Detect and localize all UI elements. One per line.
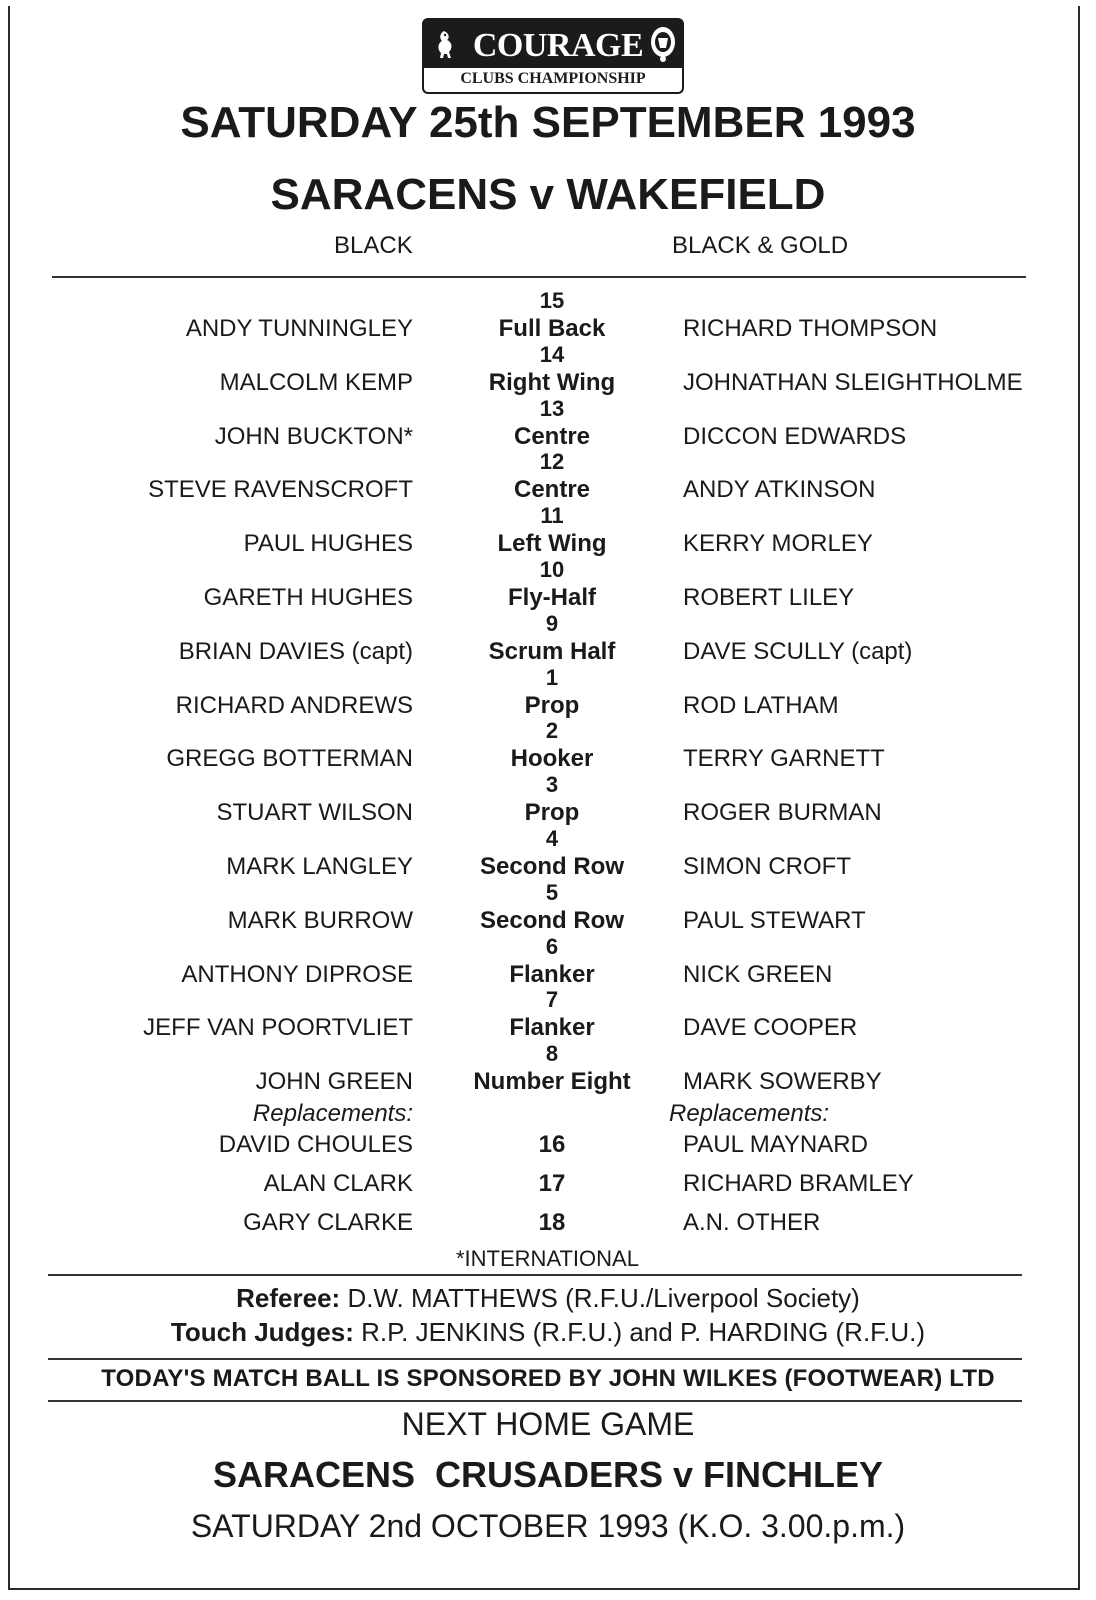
- home-replacement: DAVID CHOULES: [218, 1131, 413, 1158]
- away-player: MARK SOWERBY: [683, 1068, 882, 1095]
- home-player: JEFF VAN POORTVLIET: [143, 1014, 413, 1041]
- international-note: *INTERNATIONAL: [456, 1246, 639, 1271]
- touch-judges-line: [0, 1317, 1096, 1348]
- position-name: Second Row: [479, 853, 624, 880]
- home-player: RICHARD ANDREWS: [175, 692, 413, 719]
- home-player: MARK LANGLEY: [226, 853, 413, 880]
- away-player: ROBERT LILEY: [683, 584, 855, 611]
- away-player: ROGER BURMAN: [683, 799, 882, 826]
- sponsor-text: TODAY'S MATCH BALL IS SPONSORED BY JOHN WILKES (FOOTWEAR) LTD: [101, 1365, 995, 1392]
- referee-name: D.W. MATTHEWS (R.F.U./Liverpool Society): [347, 1283, 860, 1313]
- home-replacement: GARY CLARKE: [243, 1209, 413, 1236]
- position-name: Flanker: [509, 1014, 595, 1041]
- away-replacements-label: Replacements:: [669, 1100, 830, 1127]
- away-replacement: A.N. OTHER: [683, 1209, 821, 1236]
- next-home-label: NEXT HOME GAME: [401, 1406, 695, 1442]
- away-player: RICHARD THOMPSON: [683, 315, 938, 342]
- shirt-number: 12: [539, 449, 565, 474]
- home-player: JOHN GREEN: [255, 1068, 413, 1095]
- home-player: STEVE RAVENSCROFT: [148, 476, 413, 503]
- home-player: BRIAN DAVIES (capt): [178, 638, 413, 665]
- shirt-number: 8: [545, 1041, 559, 1066]
- match-title: SARACENS v WAKEFIELD: [270, 170, 826, 219]
- position-name: Fly-Half: [507, 584, 596, 611]
- away-player: SIMON CROFT: [683, 853, 851, 880]
- home-player: GARETH HUGHES: [203, 584, 413, 611]
- shirt-number: 11: [540, 503, 564, 528]
- away-replacement: RICHARD BRAMLEY: [683, 1170, 914, 1197]
- position-name: Prop: [524, 692, 580, 719]
- position-name: Left Wing: [497, 530, 607, 557]
- away-player: DICCON EDWARDS: [683, 423, 907, 450]
- sponsor-divider-top: [48, 1358, 1022, 1360]
- away-player: TERRY GARNETT: [683, 745, 885, 772]
- position-name: Right Wing: [488, 369, 616, 396]
- logo-brand: COURAGE: [472, 27, 644, 64]
- header-divider: [52, 276, 1026, 278]
- next-match-date: SATURDAY 2nd OCTOBER 1993 (K.O. 3.00.p.m.): [190, 1508, 906, 1544]
- away-player: KERRY MORLEY: [683, 530, 873, 557]
- home-player: MARK BURROW: [227, 907, 413, 934]
- shirt-number: 15: [539, 288, 565, 313]
- shirt-number: 10: [539, 557, 565, 582]
- position-name: Full Back: [498, 315, 606, 342]
- away-player: DAVE COOPER: [683, 1014, 858, 1041]
- away-player: JOHNATHAN SLEIGHTHOLME: [683, 369, 1023, 396]
- sponsor-divider-bottom: [48, 1400, 1022, 1402]
- position-name: Flanker: [509, 961, 595, 988]
- shirt-number: 7: [545, 987, 559, 1012]
- touch-judges-label: Touch Judges:: [170, 1317, 354, 1347]
- page-frame: [8, 6, 1080, 1590]
- away-player: NICK GREEN: [683, 961, 833, 988]
- shirt-number: 2: [545, 718, 559, 743]
- home-replacement: ALAN CLARK: [263, 1170, 413, 1197]
- crest-icon: [649, 24, 677, 64]
- referee-label: Referee:: [236, 1283, 341, 1313]
- position-name: Prop: [524, 799, 580, 826]
- home-replacements-label: Replacements:: [252, 1100, 413, 1127]
- position-name: Second Row: [479, 907, 624, 934]
- replacement-number: 17: [538, 1170, 566, 1197]
- replacement-number: 18: [538, 1209, 566, 1236]
- match-date: SATURDAY 25th SEPTEMBER 1993: [180, 98, 916, 147]
- position-name: Centre: [513, 476, 591, 503]
- position-name: Number Eight: [473, 1068, 631, 1095]
- home-player: ANTHONY DIPROSE: [181, 961, 413, 988]
- shirt-number: 3: [545, 772, 559, 797]
- logo-subtitle: CLUBS CHAMPIONSHIP: [422, 68, 684, 94]
- shirt-number: 9: [545, 611, 559, 636]
- shirt-number: 1: [545, 665, 559, 690]
- home-player: GREGG BOTTERMAN: [166, 745, 413, 772]
- rooster-icon: [434, 29, 456, 59]
- shirt-number: 5: [545, 880, 559, 905]
- shirt-number: 4: [545, 826, 559, 851]
- away-player: ANDY ATKINSON: [683, 476, 876, 503]
- replacement-number: 16: [538, 1131, 566, 1158]
- touch-judges-names: R.P. JENKINS (R.F.U.) and P. HARDING (R.F.U.): [361, 1317, 926, 1347]
- position-name: Scrum Half: [488, 638, 616, 665]
- home-player: ANDY TUNNINGLEY: [185, 315, 413, 342]
- home-colours: BLACK: [334, 232, 413, 259]
- position-name: Hooker: [510, 745, 594, 772]
- next-match-title: SARACENS CRUSADERS v FINCHLEY: [212, 1454, 884, 1495]
- position-name: Centre: [513, 423, 591, 450]
- away-colours: BLACK & GOLD: [672, 232, 849, 259]
- courage-logo: [422, 18, 684, 94]
- away-replacement: PAUL MAYNARD: [683, 1131, 868, 1158]
- shirt-number: 14: [539, 342, 565, 367]
- home-player: PAUL HUGHES: [243, 530, 413, 557]
- home-player: MALCOLM KEMP: [219, 369, 413, 396]
- referee-line: [0, 1283, 1096, 1314]
- officials-divider-top: [48, 1274, 1022, 1276]
- away-player: PAUL STEWART: [683, 907, 866, 934]
- logo-banner: [422, 18, 684, 70]
- away-player: DAVE SCULLY (capt): [683, 638, 913, 665]
- shirt-number: 6: [545, 934, 559, 959]
- away-player: ROD LATHAM: [683, 692, 839, 719]
- home-player: STUART WILSON: [216, 799, 413, 826]
- shirt-number: 13: [539, 396, 565, 421]
- home-player: JOHN BUCKTON*: [214, 423, 413, 450]
